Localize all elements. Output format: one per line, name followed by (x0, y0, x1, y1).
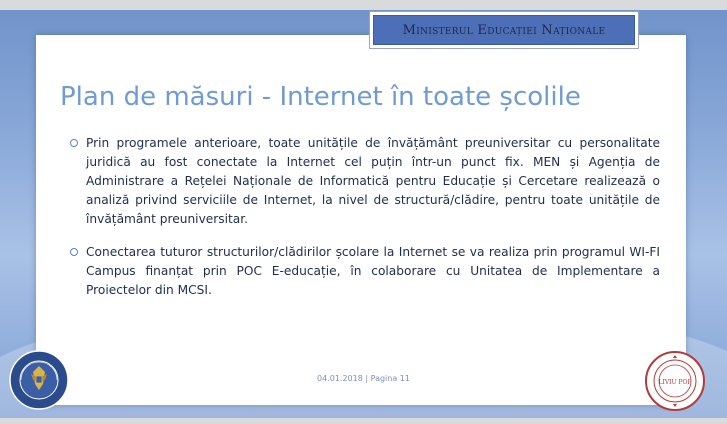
bottom-strip (0, 418, 727, 424)
slide-footer: 04.01.2018 | Pagina 11 (317, 374, 410, 383)
ring-bullet-icon (70, 139, 78, 147)
government-seal-logo (9, 350, 69, 410)
slide-title: Plan de măsuri - Internet în toate școlile (60, 82, 581, 112)
svg-text:LIVIU POP: LIVIU POP (658, 379, 692, 386)
ministry-header (369, 11, 639, 49)
stamp-logo (644, 350, 706, 412)
ministry-label: Ministerul Educației Naționale (402, 22, 606, 38)
ring-bullet-icon (70, 248, 78, 256)
bullet-text: Conectarea tuturor structurilor/clădirilor școlare la Internet se va realiza prin programul WI-FI Campus finanțat prin POC E-educație, în colaborare cu Unitatea de Implementare a Proiectelor din MCSI. (86, 245, 660, 297)
bullet-list (70, 134, 660, 300)
bullet-text: Prin programele anterioare, toate unitățile de învățământ preuniversitar cu personalitate juridică au fost conectate la Internet cel puțin într-un punct fix. MEN și Agenția de Administrare a Rețelei Naționale de Informatică pentru Educație și Cercetare realizează o analiză privind serviciile de Internet, la nivel de structură/clădire, pentru toate unitățile de învățământ preuniversitar. (86, 136, 660, 226)
bullet-item (70, 243, 660, 300)
ministry-banner (373, 15, 635, 45)
top-strip (0, 0, 727, 10)
bullet-item (70, 134, 660, 229)
